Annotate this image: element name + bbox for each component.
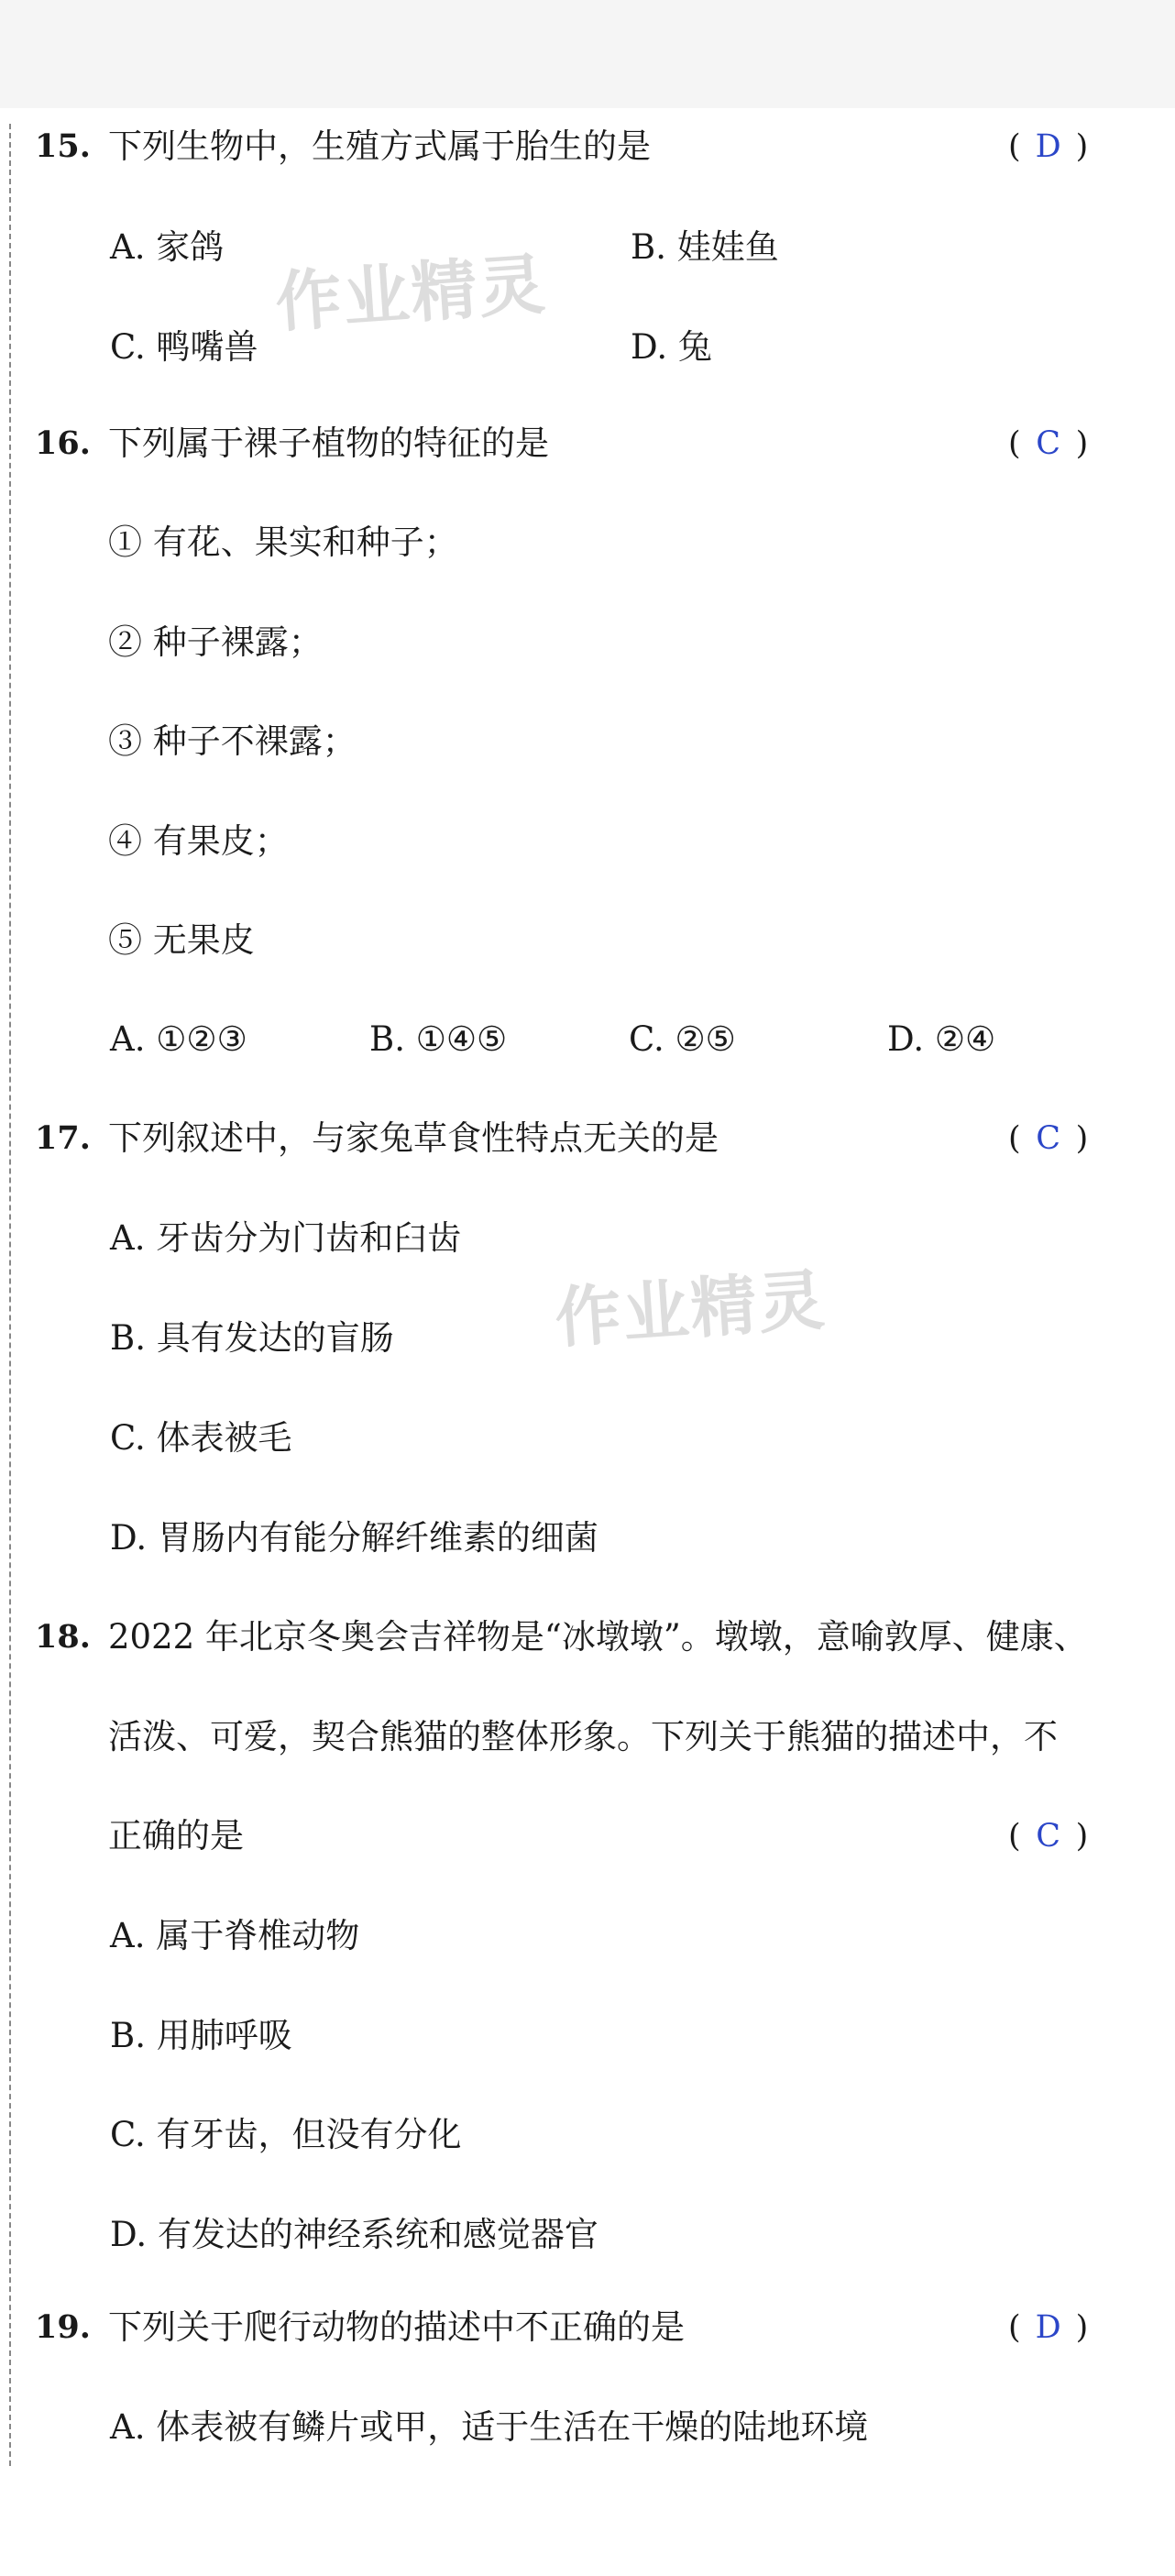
option-a: A. ①②③ (110, 1019, 247, 1059)
answer-letter: D (1035, 128, 1061, 165)
statement-2: ② 种子裸露； (108, 622, 323, 662)
option-a: A. 属于脊椎动物 (110, 1916, 360, 1955)
dashed-margin-line (9, 124, 11, 2466)
answer-letter: C (1036, 425, 1061, 462)
option-a: A. 牙齿分为门齿和臼齿 (110, 1218, 462, 1258)
option-c: C. 鸭嘴兽 (110, 327, 258, 367)
question-number: 15. (35, 127, 91, 165)
question-stem: 下列生物中，生殖方式属于胎生的是 (108, 127, 651, 166)
option-b: B. ①④⑤ (369, 1019, 508, 1059)
option-c: C. ②⑤ (629, 1019, 736, 1059)
watermark: 作业精灵 (272, 244, 550, 342)
question-number: 17. (35, 1119, 91, 1157)
question-stem: 下列属于裸子植物的特征的是 (108, 424, 549, 463)
answer-bracket: ( C ) (1008, 1117, 1088, 1161)
statement-1: ① 有花、果实和种子； (108, 523, 458, 562)
question-stem-line-2: 活泼、可爱，契合熊猫的整体形象。下列关于熊猫的描述中，不 (108, 1717, 1058, 1756)
option-b: B. 娃娃鱼 (631, 227, 779, 267)
question-stem: 下列叙述中，与家兔草食性特点无关的是 (108, 1118, 719, 1158)
answer-letter: C (1036, 1818, 1061, 1855)
question-number: 18. (35, 1618, 91, 1656)
option-c: C. 体表被毛 (110, 1418, 292, 1458)
answer-letter: D (1035, 2309, 1061, 2346)
statement-4: ④ 有果皮； (108, 821, 289, 861)
answer-bracket: ( C ) (1008, 422, 1088, 466)
question-number: 19. (35, 2308, 91, 2346)
question-number: 16. (35, 424, 91, 462)
option-c: C. 有牙齿，但没有分化 (110, 2115, 462, 2154)
top-margin-band (0, 0, 1175, 108)
option-d: D. ②④ (887, 1019, 996, 1059)
question-stem-line-1: 2022 年北京冬奥会吉祥物是“冰墩墩”。墩墩，意喻敦厚、健康、 (108, 1617, 1088, 1657)
option-b: B. 用肺呼吸 (110, 2016, 292, 2055)
statement-5: ⑤ 无果皮 (108, 920, 255, 960)
option-d: D. 有发达的神经系统和感觉器官 (110, 2215, 598, 2254)
question-stem: 下列关于爬行动物的描述中不正确的是 (108, 2307, 685, 2347)
option-b: B. 具有发达的盲肠 (110, 1318, 394, 1358)
option-d: D. 兔 (631, 327, 712, 367)
watermark: 作业精灵 (552, 1260, 829, 1358)
answer-letter: C (1036, 1120, 1061, 1157)
option-a: A. 家鸽 (110, 227, 225, 267)
answer-bracket: ( C ) (1008, 1814, 1088, 1858)
question-stem-line-3: 正确的是 (108, 1816, 244, 1855)
option-d: D. 胃肠内有能分解纤维素的细菌 (110, 1518, 598, 1558)
answer-bracket: ( D ) (1008, 125, 1088, 169)
statement-3: ③ 种子不裸露； (108, 721, 357, 761)
option-a: A. 体表被有鳞片或甲，适于生活在干燥的陆地环境 (110, 2407, 869, 2447)
answer-bracket: ( D ) (1008, 2306, 1088, 2350)
